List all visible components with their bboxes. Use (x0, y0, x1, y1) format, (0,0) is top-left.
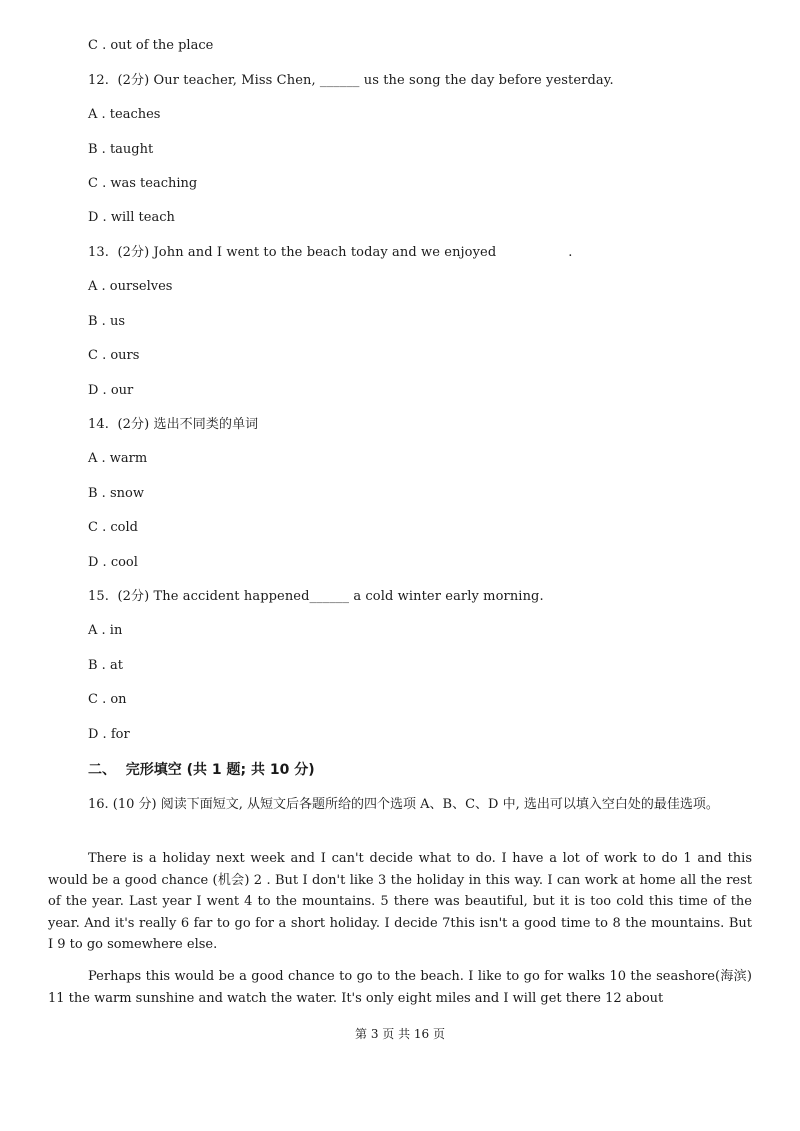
q15-option-b: B . at (88, 658, 123, 673)
q11-option-c: C . out of the place (88, 38, 214, 53)
q13-option-c: C . ours (88, 348, 140, 363)
q12-stem: 12. (2分) Our teacher, Miss Chen, ______ us the song the day before yesterday. (88, 73, 614, 88)
q14-option-d: D . cool (88, 555, 138, 570)
q13-option-d: D . our (88, 383, 134, 398)
q14-option-b: B . snow (88, 486, 144, 501)
q13-stem: 13. (2分) John and I went to the beach today and we enjoyed . (88, 245, 573, 260)
passage-paragraph-1-text: There is a holiday next week and I can't decide what to do. I have a lot of work to do 1 and this would be a good chance (机会) 2 . But I don't like 3 the holiday in this way. I can work at home all the rest of the year. Last year I went 4 to the mountains. 5 there was beautiful, but it is too cold this time of the year. And it's really 6 far to go for a short holiday. I decide 7this isn't a good time to 8 the mountains. But I 9 to go somewhere else. (48, 851, 752, 952)
q12-option-b: B . taught (88, 142, 154, 157)
q14-option-c: C . cold (88, 520, 138, 535)
passage-paragraph-2-text: Perhaps this would be a good chance to go to the beach. I like to go for walks 10 the seashore(海滨) 11 the warm sunshine and watch the water. It's only eight miles and I will get there 12 about (48, 969, 752, 1006)
q15-option-d: D . for (88, 727, 130, 742)
passage-paragraph-2 (48, 966, 752, 1009)
q14-option-a: A . warm (88, 451, 148, 466)
q16-stem-text: 16. (10 分) 阅读下面短文, 从短文后各题所给的四个选项 A、B、C、D 中, 选出可以填入空白处的最佳选项。 (88, 797, 719, 812)
q12-option-d: D . will teach (88, 210, 175, 225)
q12-option-c: C . was teaching (88, 176, 198, 191)
q15-option-c: C . on (88, 692, 127, 707)
q12-option-a: A . teaches (88, 107, 161, 122)
q13-option-a: A . ourselves (88, 279, 173, 294)
section-heading: 二、 完形填空 (共 1 题; 共 10 分) (88, 762, 315, 778)
page-footer: 第 3 页 共 16 页 (355, 1027, 445, 1041)
q15-option-a: A . in (88, 623, 123, 638)
q13-option-b: B . us (88, 314, 125, 329)
passage-paragraph-1 (48, 848, 752, 956)
q15-stem: 15. (2分) The accident happened______ a cold winter early morning. (88, 589, 544, 604)
q16-stem (48, 794, 752, 816)
q14-stem: 14. (2分) 选出不同类的单词 (88, 417, 259, 432)
